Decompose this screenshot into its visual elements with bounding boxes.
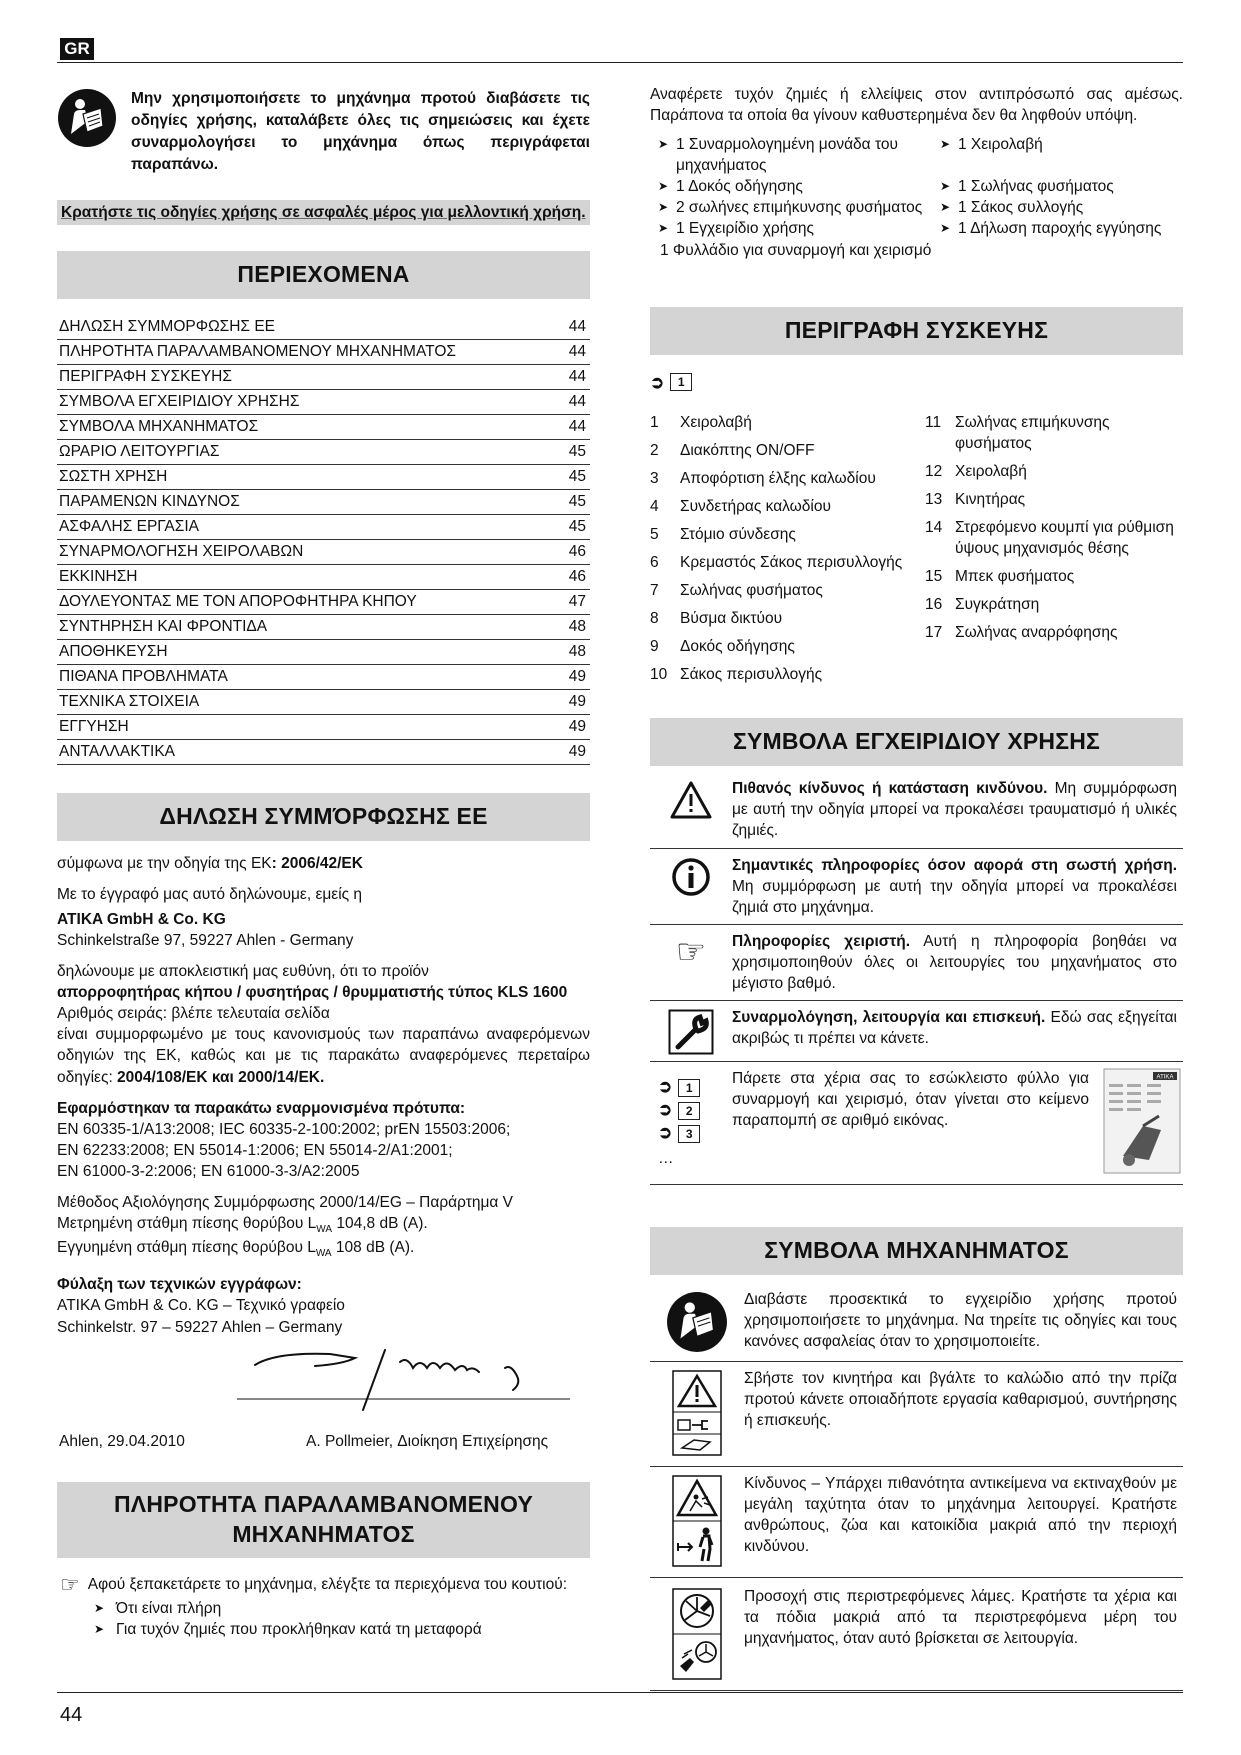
figure-number: 1: [670, 373, 692, 391]
toc-page: 49: [568, 742, 586, 760]
device-description-heading: ΠΕΡΙΓΡΑΦΗ ΣΥΣΚΕΥΗΣ: [650, 307, 1183, 355]
toc-page: 45: [568, 467, 586, 485]
toc-page: 49: [568, 667, 586, 685]
toc-label: ΕΚΚΙΝΗΣΗ: [59, 567, 138, 585]
part-label: Χειρολαβή: [680, 413, 752, 431]
part-item: [650, 524, 925, 545]
figure-reference: [650, 371, 1183, 394]
part-label: Κρεμαστός Σάκος περισυλλογής: [680, 554, 903, 572]
toc-page: 44: [568, 392, 586, 410]
place-date: Ahlen, 29.04.2010: [59, 1433, 185, 1450]
toc-row: [57, 340, 590, 365]
part-item: [925, 517, 1183, 559]
noise-measured: Μετρημένη στάθμη πίεσης θορύβου $L_{WA}$ 104,8 dB (A).: [57, 1215, 428, 1236]
toc-page: 44: [568, 417, 586, 435]
part-number: 14: [925, 518, 943, 536]
toc-page: 48: [568, 617, 586, 635]
toc-row: [57, 640, 590, 665]
toc-page: 49: [568, 692, 586, 710]
symbol-row: [650, 1467, 1183, 1578]
toc-label: ΠΕΡΙΓΡΑΦΗ ΣΥΣΚΕΥΗΣ: [59, 367, 232, 385]
delivery-item: ➤ 1 Συναρμολογημένη μονάδα του μηχανήματος: [658, 134, 940, 176]
toc-row: [57, 615, 590, 640]
toc-label: ΠΙΘΑΝΑ ΠΡΟΒΛΗΜΑΤΑ: [59, 667, 228, 685]
toc-heading: ΠΕΡΙΕΧΟΜΕΝΑ: [57, 251, 590, 299]
toc-row: [57, 440, 590, 465]
toc-row: [57, 565, 590, 590]
figure-reference-icons: ➲ 1 ➲ 2 ➲ 3 …: [650, 1068, 732, 1174]
wrench-icon: [668, 1009, 714, 1055]
pointing-hand-icon: ☞: [675, 932, 707, 971]
toc-row: [57, 465, 590, 490]
delivery-item: ➤ 1 Χειρολαβή: [940, 134, 1183, 155]
part-number: 11: [925, 413, 942, 431]
manual-symbols-heading: ΣΥΜΒΟΛΑ ΕΓΧΕΙΡΙΔΙΟΥ ΧΡΗΣΗΣ: [650, 718, 1183, 766]
toc-page: 49: [568, 717, 586, 735]
part-item: [925, 594, 1183, 615]
toc-label: ΕΓΓΥΗΣΗ: [59, 717, 129, 735]
part-item: [925, 461, 1183, 482]
standards-list: [57, 1119, 590, 1182]
part-number: 6: [650, 554, 659, 572]
part-item: [650, 468, 925, 489]
technical-docs-line1: ATIKA GmbH & Co. KG – Τεχνικό γραφείο: [57, 1297, 345, 1315]
technical-docs-title: Φύλαξη των τεχνικών εγγράφων:: [57, 1276, 302, 1294]
symbol-row: Σημαντικές πληροφορίες όσον αφορά στη σωστή χρήση. Μη συμμόρφωση με αυτή την οδηγία μπορεί να προκαλέσει ζημιά στο μηχάνημα.: [650, 849, 1183, 925]
standards-title: Εφαρμόστηκαν τα παρακάτω εναρμονισμένα πρότυπα:: [57, 1099, 466, 1117]
toc-page: 44: [568, 367, 586, 385]
toc-page: 45: [568, 492, 586, 510]
part-number: 3: [650, 469, 659, 487]
toc-row: [57, 515, 590, 540]
part-number: 10: [650, 666, 668, 684]
toc-label: ΑΣΦΑΛΗΣ ΕΡΓΑΣΙΑ: [59, 517, 199, 535]
intro-text: Μην χρησιμοποιήσετε το μηχάνημα προτού διαβάσετε τις οδηγίες χρήσης, καταλάβετε όλες τις σημειώσεις και έχετε συναρμολογήσει το μηχάνημα όπως περιγράφεται παραπάνω.: [131, 90, 590, 173]
part-label: Βύσμα δικτύου: [680, 610, 783, 628]
part-number: 13: [925, 490, 943, 508]
toc-row: [57, 540, 590, 565]
toc-row: [57, 715, 590, 740]
intro-block: [57, 88, 590, 176]
symbol-description: Προσοχή στις περιστρεφόμενες λάμες. Κρατήστε τα χέρια και τα πόδια μακριά από τα περιστρεφόμενα μέρη του μηχανήματος, όταν αυτό βρίσκεται σε λειτουργία.: [744, 1587, 1177, 1648]
part-number: 12: [925, 462, 943, 480]
part-label: Σωλήνας αναρρόφησης: [955, 624, 1118, 642]
symbol-row: Πιθανός κίνδυνος ή κατάσταση κινδύνου. Μη συμμόρφωση με αυτή την οδηγία μπορεί να προκαλέσει τραυματισμό ή υλικές ζημιές.: [650, 772, 1183, 848]
part-label: Μπεκ φυσήματος: [955, 568, 1075, 586]
unplug-before-maintenance-icon: [672, 1370, 722, 1456]
page-number: 44: [60, 1704, 83, 1726]
toc-row: [57, 690, 590, 715]
keep-manual-note: Κρατήστε τις οδηγίες χρήσης σε ασφαλές μέρος για μελλοντική χρήση.: [57, 200, 590, 225]
part-number: 1: [650, 413, 659, 431]
company-address: Schinkelstraße 97, 59227 Ahlen - Germany: [57, 932, 354, 950]
figure-reference-text: Πάρετε στα χέρια σας το εσώκλειστο φύλλο για συναρμογή και χειρισμό, όταν γίνεται στο κείμενο παραπομπή σε αριθμό εικόνας.: [732, 1070, 1089, 1130]
delivery-item: ➤ 1 Σάκος συλλογής: [940, 197, 1183, 218]
declaration-statement: δηλώνουμε με αποκλειστική μας ευθύνη, ότι το προϊόν: [57, 963, 429, 981]
part-item: [650, 552, 925, 573]
toc-row: [57, 390, 590, 415]
delivery-item: ➤ 1 Δοκός οδήγησης: [658, 176, 940, 197]
language-badge: GR: [60, 38, 94, 60]
list-item: ➤ Ότι είναι πλήρη: [90, 1598, 590, 1619]
assessment-method: Μέθοδος Αξιολόγησης Συμμόρφωσης 2000/14/EG – Παράρτημα V: [57, 1193, 513, 1211]
toc-label: ΣΥΝΑΡΜΟΛΟΓΗΣΗ ΧΕΙΡΟΛΑΒΩΝ: [59, 542, 304, 560]
technical-docs-line2: Schinkelstr. 97 – 59227 Ahlen – Germany: [57, 1318, 343, 1336]
toc-row: [57, 365, 590, 390]
part-number: 8: [650, 610, 659, 628]
toc-label: ΤΕΧΝΙΚΑ ΣΤΟΙΧΕΙΑ: [59, 692, 200, 710]
toc-label: ΔΗΛΩΣΗ ΣΥΜΜΟΡΦΩΣΗΣ ΕΕ: [59, 317, 276, 335]
part-number: 9: [650, 638, 659, 656]
pointing-hand-icon: ☞: [60, 1571, 80, 1597]
toc-row: [57, 415, 590, 440]
manual-symbols-table: [650, 772, 1183, 1185]
left-column: [57, 88, 590, 1338]
symbol-row: [650, 1062, 1183, 1185]
symbol-row: [650, 1362, 1183, 1467]
toc-page: 44: [568, 317, 586, 335]
part-label: Διακόπτης ON/OFF: [680, 441, 815, 459]
conformity-text: είναι συμμορφωμένο με τους κανονισμούς των παραπάνω αναφερόμενων οδηγιών της ΕΚ, καθώς και με τις παρακάτω αναφερόμενες περεταίρω οδηγίες: 2004/108/ΕΚ και 2000/14/ΕΚ.: [57, 1026, 590, 1086]
list-item: ➤ Για τυχόν ζημιές που προκλήθηκαν κατά τη μεταφορά: [90, 1619, 590, 1640]
part-label: Χειρολαβή: [955, 462, 1027, 480]
symbol-row: [650, 1283, 1183, 1362]
delivery-item: ➤ 1 Εγχειρίδιο χρήσης: [658, 218, 940, 239]
toc-label: ΣΩΣΤΗ ΧΡΗΣΗ: [59, 467, 168, 485]
part-item: [650, 580, 925, 601]
toc-label: ΩΡΑΡΙΟ ΛΕΙΤΟΥΡΓΙΑΣ: [59, 442, 220, 460]
delivery-items: [650, 134, 1183, 239]
part-item: [650, 440, 925, 461]
toc-label: ΣΥΜΒΟΛΑ ΕΓΧΕΙΡΙΔΙΟΥ ΧΡΗΣΗΣ: [59, 392, 300, 410]
delivery-check: [60, 1571, 590, 1640]
flying-objects-danger-icon: [672, 1475, 722, 1567]
toc-label: ΣΥΝΤΗΡΗΣΗ ΚΑΙ ΦΡΟΝΤΙΔΑ: [59, 617, 268, 635]
footer-rule: [57, 1692, 1183, 1693]
part-label: Συνδετήρας καλωδίου: [680, 497, 831, 515]
leaflet-thumbnail: [1103, 1068, 1181, 1174]
toc-row: [57, 665, 590, 690]
part-label: Σωλήνας επιμήκυνσης φυσήματος: [955, 413, 1110, 452]
part-label: Κινητήρας: [955, 490, 1026, 508]
read-manual-icon: [57, 88, 117, 148]
serial-number: Αριθμός σειράς: βλέπε τελευταία σελίδα: [57, 1005, 330, 1023]
part-number: 5: [650, 525, 659, 543]
toc-label: ΠΑΡΑΜΕΝΩΝ ΚΙΝΔΥΝΟΣ: [59, 492, 240, 510]
signature: [235, 1340, 575, 1415]
toc-row: [57, 315, 590, 340]
part-number: 17: [925, 624, 943, 642]
toc-row: [57, 590, 590, 615]
part-item: [650, 636, 925, 657]
toc-page: 46: [568, 542, 586, 560]
read-manual-icon: [666, 1291, 728, 1353]
right-column: [650, 84, 1183, 1691]
part-item: [650, 664, 925, 685]
toc-label: ΑΠΟΘΗΚΕΥΣΗ: [59, 642, 168, 660]
standard-line: EN 61000-3-2:2006; EN 61000-3-3/A2:2005: [57, 1162, 360, 1180]
machine-symbols-table: [650, 1283, 1183, 1691]
part-item: [925, 622, 1183, 643]
parts-list: [650, 412, 1183, 693]
company-name: ATIKA GmbH & Co. KG: [57, 911, 226, 929]
declaration-directive: σύμφωνα με την οδηγία της ΕΚ: 2006/42/ΕΚ: [57, 854, 363, 872]
delivery-item: ➤ 2 σωλήνες επιμήκυνσης φυσήματος: [658, 197, 940, 218]
standard-line: EN 60335-1/A13:2008; IEC 60335-2-100:2002; prEN 15503:2006;: [57, 1120, 511, 1138]
machine-symbols-heading: ΣΥΜΒΟΛΑ ΜΗΧΑΝΗΜΑΤΟΣ: [650, 1227, 1183, 1275]
toc-page: 46: [568, 567, 586, 585]
part-label: Στόμιο σύνδεσης: [680, 525, 796, 543]
rotating-blades-icon: [672, 1588, 722, 1680]
header-rule: [57, 62, 1183, 63]
toc-page: 47: [568, 592, 586, 610]
toc-page: 48: [568, 642, 586, 660]
symbol-description: Διαβάστε προσεκτικά το εγχειρίδιο χρήσης προτού χρησιμοποιήσετε το μηχάνημα. Να τηρείτε τις οδηγίες και τους κανόνες ασφαλείας όταν το χρησιμοποιείτε.: [744, 1290, 1177, 1351]
symbol-row: [650, 1578, 1183, 1691]
part-label: Σωλήνας φυσήματος: [680, 582, 823, 600]
part-number: 16: [925, 596, 943, 614]
product-name: απορροφητήρας κήπου / φυσητήρας / θρυμματιστής τύπος KLS 1600: [57, 984, 568, 1002]
toc-page: 44: [568, 342, 586, 360]
toc-label: ΣΥΜΒΟΛΑ ΜΗΧΑΝΗΜΑΤΟΣ: [59, 417, 259, 435]
part-item: [925, 489, 1183, 510]
toc-row: [57, 740, 590, 765]
part-item: [925, 412, 1183, 454]
part-item: [650, 496, 925, 517]
part-number: 2: [650, 441, 659, 459]
arrow-right-icon: ➲: [650, 372, 665, 392]
warning-triangle-icon: [669, 780, 713, 820]
symbol-row: ☞ Πληροφορίες χειριστή. Αυτή η πληροφορία βοηθάει να χρησιμοποιηθούν όλες οι λειτουργίες του μηχανήματος στο μέγιστο βαθμό.: [650, 925, 1183, 1001]
toc-page: 45: [568, 517, 586, 535]
declaration-intro: Με το έγγραφό μας αυτό δηλώνουμε, εμείς η: [57, 885, 363, 903]
part-label: Αποφόρτιση έλξης καλωδίου: [680, 469, 876, 487]
delivery-extra: 1 Φυλλάδιο για συναρμογή και χειρισμό: [660, 241, 932, 259]
noise-guaranteed: Εγγυημένη στάθμη πίεσης θορύβου $L_{WA}$ 108 dB (A).: [57, 1238, 415, 1259]
part-label: Συγκράτηση: [955, 596, 1040, 614]
table-of-contents: [57, 315, 590, 765]
part-label: Σάκος περισυλλογής: [680, 666, 823, 684]
part-number: 4: [650, 497, 659, 515]
delivery-check-text: Αφού ξεπακετάρετε το μηχάνημα, ελέγξτε τα περιεχόμενα του κουτιού:: [87, 1576, 568, 1593]
symbol-row: Συναρμολόγηση, λειτουργία και επισκευή. Εδώ σας εξηγείται ακριβώς τι πρέπει να κάνετε.: [650, 1001, 1183, 1062]
toc-label: ΑΝΤΑΛΛΑΚΤΙΚΑ: [59, 742, 176, 760]
part-label: Δοκός οδήγησης: [680, 638, 795, 656]
delivery-item: ➤ 1 Σωλήνας φυσήματος: [940, 176, 1183, 197]
symbol-description: Κίνδυνος – Υπάρχει πιθανότητα αντικείμενα να εκτιναχθούν με μεγάλη ταχύτητα όταν το μηχάνημα λειτουργεί. Κρατήστε ανθρώπους, ζώα και κατοικίδια μακριά από την περιοχή κινδύνου.: [744, 1474, 1177, 1556]
delivery-item: ➤ 1 Δήλωση παροχής εγγύησης: [940, 218, 1183, 239]
part-number: 15: [925, 568, 943, 586]
toc-label: ΠΛΗΡΟΤΗΤΑ ΠΑΡΑΛΑΜΒΑΝΟΜΕΝΟΥ ΜΗΧΑΝΗΜΑΤΟΣ: [59, 342, 456, 360]
info-icon: [671, 857, 711, 897]
report-damage-text: Αναφέρετε τυχόν ζημιές ή ελλείψεις στον αντιπρόσωπό σας αμέσως. Παράπονα τα οποία θα γίνουν καθυστερημένα δεν θα ληφθούν υπόψη.: [650, 86, 1183, 125]
declaration-heading: ΔΗΛΩΣΗ ΣΥΜΜΌΡΦΩΣΗΣ ΕΕ: [57, 793, 590, 841]
svg-text:ATIKA: ATIKA: [1156, 1074, 1174, 1081]
toc-row: [57, 490, 590, 515]
part-number: 7: [650, 582, 659, 600]
part-item: [650, 412, 925, 433]
delivery-heading: ΠΛΗΡΟΤΗΤΑ ΠΑΡΑΛΑΜΒΑΝΟΜΕΝΟΥ ΜΗΧΑΝΗΜΑΤΟΣ: [57, 1482, 590, 1558]
part-item: [925, 566, 1183, 587]
part-item: [650, 608, 925, 629]
signatory: A. Pollmeier, Διοίκηση Επιχείρησης: [306, 1433, 549, 1450]
toc-label: ΔΟΥΛΕΥΟΝΤΑΣ ΜΕ ΤΟΝ ΑΠΟΡΟΦΗΤΗΡΑ ΚΗΠΟΥ: [59, 592, 417, 610]
symbol-description: Σβήστε τον κινητήρα και βγάλτε το καλώδιο από την πρίζα προτού κάνετε οποιαδήποτε εργασία καθαρισμού, συντήρησης ή επισκευής.: [744, 1369, 1177, 1430]
part-label: Στρεφόμενο κουμπί για ρύθμιση ύψους μηχανισμός θέσης: [955, 518, 1174, 558]
standard-line: EN 62233:2008; EN 55014-1:2006; EN 55014-2/A1:2001;: [57, 1141, 453, 1159]
toc-page: 45: [568, 442, 586, 460]
